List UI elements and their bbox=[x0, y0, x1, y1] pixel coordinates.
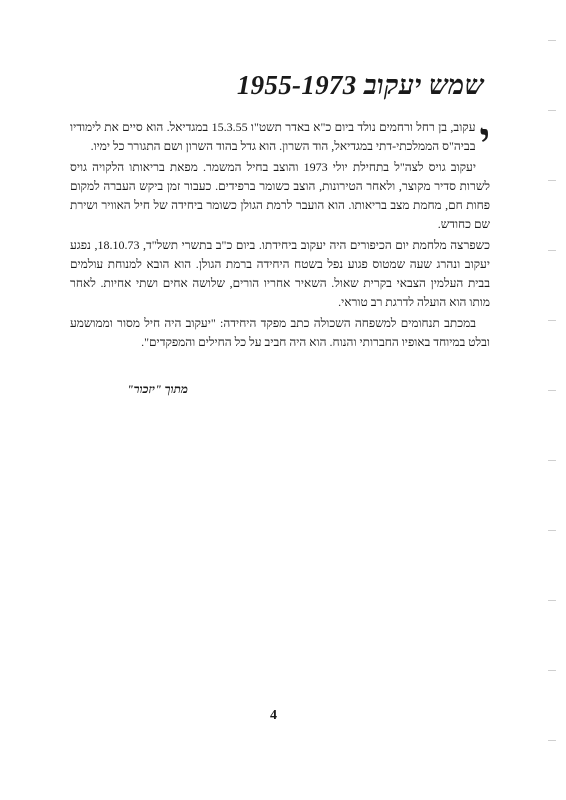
article-body bbox=[70, 115, 490, 354]
scan-edge-mark bbox=[548, 600, 556, 601]
scan-edge-mark bbox=[548, 180, 556, 181]
scan-edge-mark bbox=[548, 740, 556, 741]
paragraph-birth: עקוב, בן רחל ורחמים נולד ביום כ"א באדר תשט"ו 15.3.55 במגדיאל. הוא סיים את לימודיו בביה"ס הממלכתי-דתי במגדיאל, הוד השרון. הוא גדל בהוד השרון ושם התגורר כל ימיו. bbox=[70, 120, 476, 153]
page-number: 4 bbox=[270, 708, 277, 723]
paragraph-service: יעקוב גויס לצה"ל בתחילת יולי 1973 והוצב בחיל המשמר. מפאת בריאותו הלקויה גויס לשרות סדיר מקוצר, ולאחר הטירונות, הוצב כשומר ברפידים. כעבור זמן ביקש העברה למקום פחות חם, מחמת מצב בריאותו. הוא הועבר לרמת הגולן כשומר ביחידה של חיל האוויר ושירת שם כחודש. bbox=[70, 160, 490, 231]
paragraph-death: כשפרצה מלחמת יום הכיפורים היה יעקוב ביחידתו. ביום כ"ב בתשרי תשל"ד, 18.10.73, נפגע יעקוב ונהרג שעה שמטוס פגוע נפל בשטח היחידה ברמת הגולן. הוא הובא למנוחת עולמים בבית העלמין הצבאי בקרית שאול. השאיר אחריו הורים, שלושה אחים ושתי אחיות. לאחר מותו הוא הועלה לדרגת רב טוראי. bbox=[70, 238, 490, 309]
scan-edge-mark bbox=[548, 110, 556, 111]
scan-edge-mark bbox=[548, 250, 556, 251]
scan-edge-mark bbox=[548, 670, 556, 671]
scan-edge-mark bbox=[548, 390, 556, 391]
source-credit: מתוך "יזכור" bbox=[126, 382, 188, 396]
scan-edge-mark bbox=[548, 40, 556, 41]
scan-edge-mark bbox=[548, 460, 556, 461]
page-title: שמש יעקוב 1955-1973 bbox=[236, 70, 484, 100]
paragraph-condolence: במכתב תנחומים למשפחה השכולה כתב מפקד היחידה: "יעקוב היה חיל מסור וממושמע ובלט במיוחד באופיו החברותי והנוח. הוא היה חביב על כל החילים והמפקדים". bbox=[70, 316, 490, 349]
drop-cap: י bbox=[479, 115, 490, 160]
scan-edge-mark bbox=[548, 530, 556, 531]
scan-edge-mark bbox=[548, 320, 556, 321]
